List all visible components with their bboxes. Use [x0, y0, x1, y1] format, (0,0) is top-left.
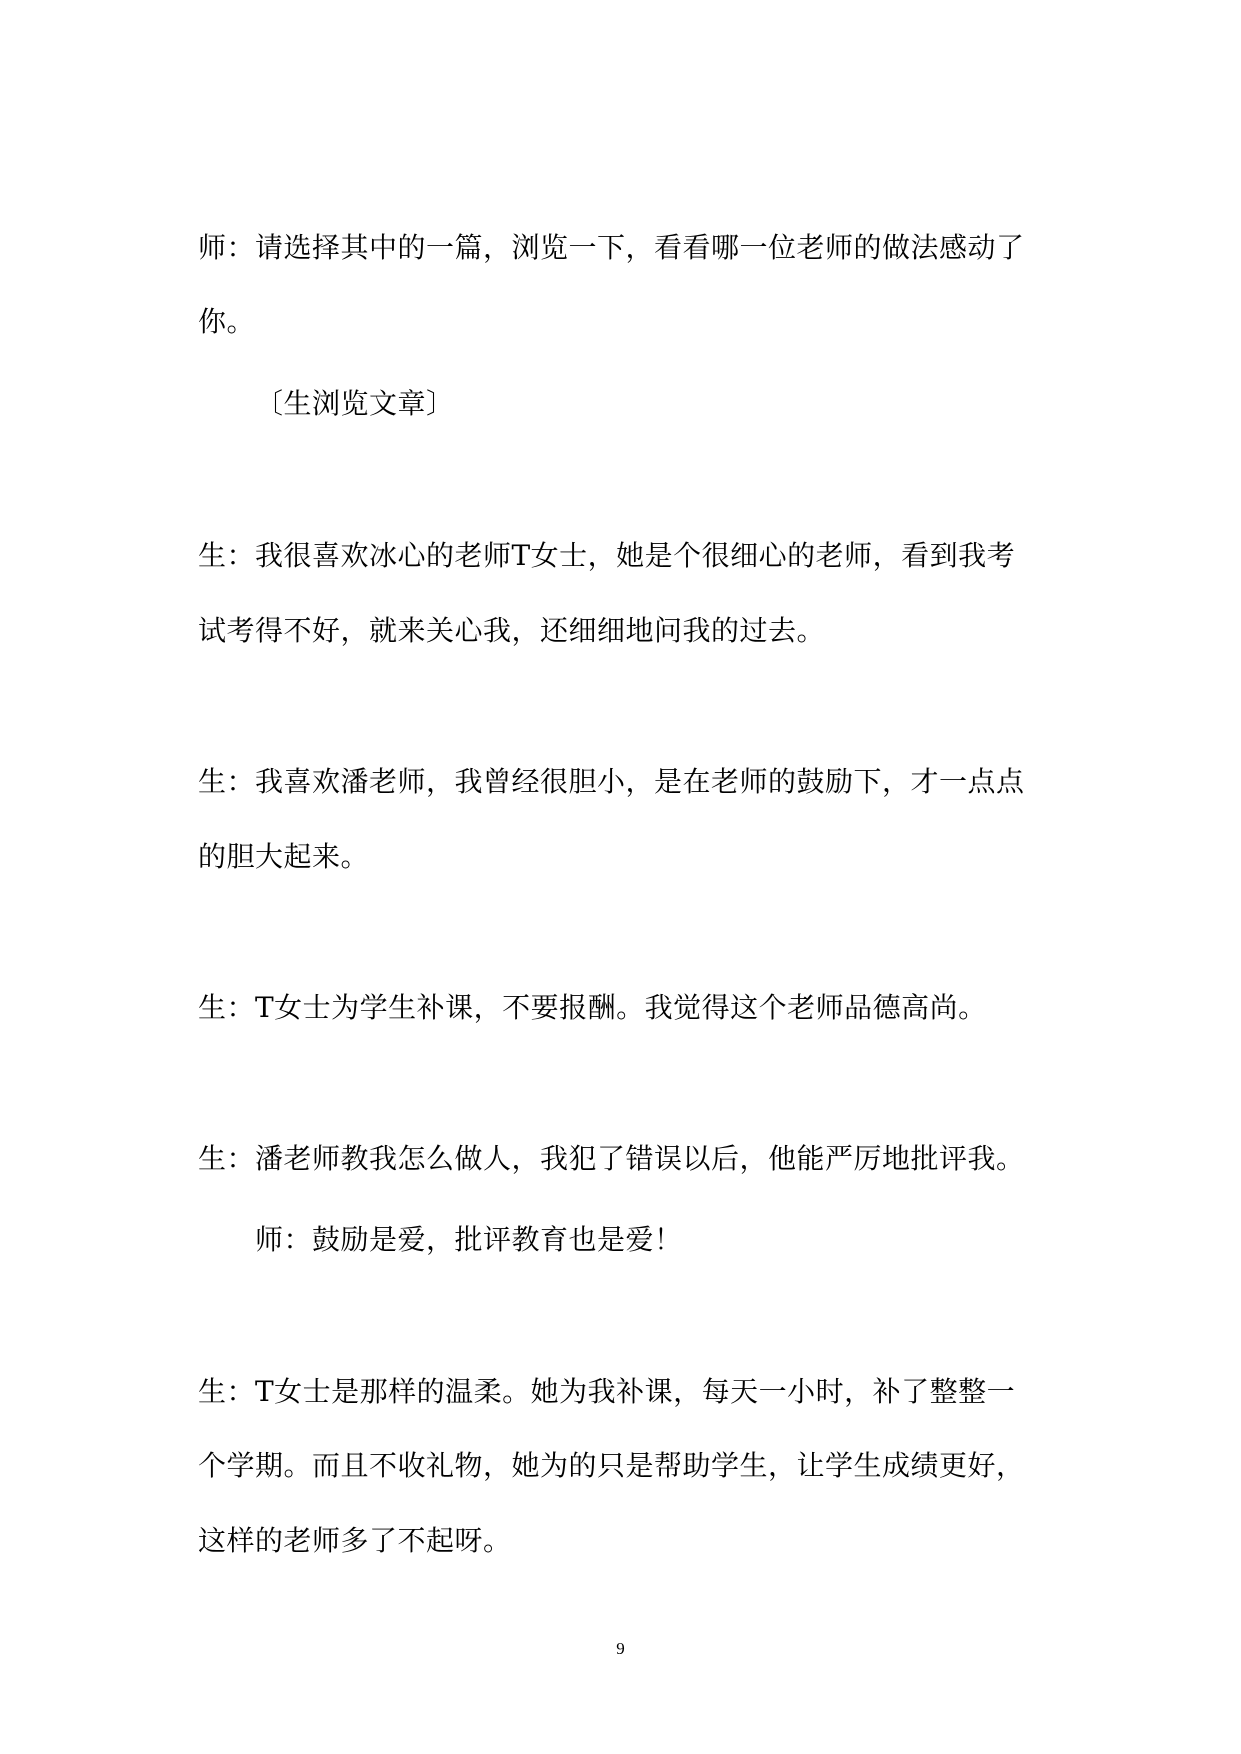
paragraph-5-line-1: 生：T女士为学生补课，不要报酬。我觉得这个老师品德高尚。 — [198, 991, 987, 1024]
paragraph-4-line-1: 生：我喜欢潘老师，我曾经很胆小，是在老师的鼓励下，才一点点 — [198, 765, 1025, 798]
paragraph-4-line-2: 的胆大起来。 — [198, 840, 370, 873]
paragraph-8-line-1: 生：T女士是那样的温柔。她为我补课，每天一小时，补了整整一 — [198, 1375, 1016, 1408]
paragraph-7-line-1: 师：鼓励是爱，批评教育也是爱！ — [255, 1223, 683, 1256]
page-number: 9 — [616, 1639, 625, 1658]
paragraph-8-line-3: 这样的老师多了不起呀。 — [198, 1524, 512, 1557]
paragraph-1-line-2: 你。 — [198, 305, 256, 338]
paragraph-3-line-1: 生：我很喜欢冰心的老师T女士，她是个很细心的老师，看到我考 — [198, 539, 1016, 572]
paragraph-8-line-2: 个学期。而且不收礼物，她为的只是帮助学生，让学生成绩更好， — [198, 1449, 1025, 1482]
paragraph-3-line-2: 试考得不好，就来关心我，还细细地问我的过去。 — [198, 614, 826, 647]
paragraph-2-line-1: 〔生浏览文章〕 — [255, 387, 455, 420]
paragraph-6-line-1: 生：潘老师教我怎么做人，我犯了错误以后，他能严厉地批评我。 — [198, 1142, 1025, 1175]
paragraph-1-line-1: 师：请选择其中的一篇，浏览一下，看看哪一位老师的做法感动了 — [198, 231, 1025, 264]
